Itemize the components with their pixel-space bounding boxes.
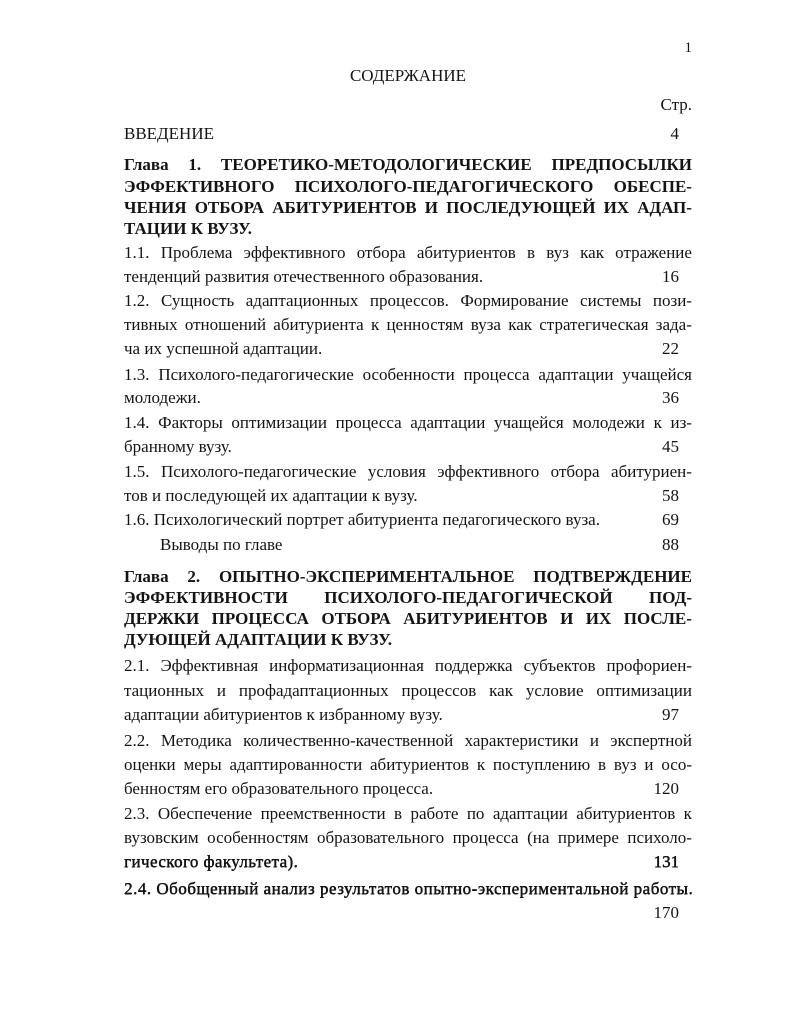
section-1-5-line-2: тов и последующей их адаптации к вузу. <box>124 486 418 505</box>
chapter-1-summary-page: 88 <box>662 535 679 554</box>
word: условие <box>525 681 584 700</box>
word: Факторы <box>158 413 223 432</box>
word: процесса <box>452 828 519 847</box>
word: ИХ <box>603 198 630 217</box>
word: профадаптационных <box>238 681 389 700</box>
word: АБИТУРИЕНТОВ <box>403 609 548 628</box>
section-1-4-line-2: бранному вузу. <box>124 437 232 456</box>
word: АДАП- <box>637 198 692 217</box>
word: психоло- <box>627 828 692 847</box>
word: абитуриентов <box>370 755 469 774</box>
word: и <box>216 681 226 700</box>
section-2-3-page: 131 <box>653 852 679 871</box>
word: информатизационная <box>269 656 424 675</box>
section-1-1-page: 16 <box>662 267 679 286</box>
section-2-3-line-2 <box>124 827 692 849</box>
section-2-3-line-3: гического факультета). <box>124 852 299 871</box>
word: процесса <box>463 365 530 384</box>
chapter-2-heading-line-2 <box>124 587 692 609</box>
word: характеристики <box>464 731 579 750</box>
chapter-1-heading-line-4: ТАЦИИ К ВУЗУ. <box>124 219 252 238</box>
word: ЭФФЕКТИВНОГО <box>124 177 275 196</box>
section-2-1-line-3: адаптации абитуриентов к избранному вузу. <box>124 705 443 724</box>
introduction-title: ВВЕДЕНИЕ <box>124 124 214 143</box>
word: отбора <box>356 243 406 262</box>
section-1-6-line-1: 1.6. Психологический портрет абитуриента педагогического вуза. <box>124 510 600 529</box>
word: адаптации <box>492 804 568 823</box>
word: оптимизации <box>596 681 692 700</box>
word: ОТБОРА <box>321 609 391 628</box>
word: 2. <box>187 567 201 586</box>
section-2-2-line-2 <box>124 754 692 776</box>
word: оценки <box>124 755 176 774</box>
word: оптимизации <box>231 413 327 432</box>
word: профориен- <box>606 656 692 675</box>
word: Методика <box>160 731 232 750</box>
section-1-3-line-1 <box>124 364 692 386</box>
chapter-1-summary-title: Выводы по главе <box>160 535 283 554</box>
word: эффективного <box>243 243 346 262</box>
word: абитуриентов <box>416 243 516 262</box>
section-1-4-page: 45 <box>662 437 679 456</box>
word: в <box>527 243 536 262</box>
word: ЭФФЕКТИВНОСТИ <box>124 588 288 607</box>
word: как <box>580 243 604 262</box>
word: ТЕОРЕТИКО-МЕТОДОЛОГИЧЕСКИЕ <box>220 155 532 174</box>
section-1-2-page: 22 <box>662 339 679 358</box>
word: 2.1. <box>124 656 150 675</box>
word: поддержка <box>434 656 513 675</box>
word: тивных <box>124 315 178 334</box>
word: особенности <box>362 365 455 384</box>
word: (на <box>527 828 550 847</box>
word: экспертной <box>610 731 692 750</box>
chapter-1-heading-line-2 <box>124 176 692 198</box>
word: 1.2. <box>124 291 150 310</box>
word: процессов. <box>369 291 449 310</box>
word: условия <box>367 462 426 481</box>
word: Сущность <box>161 291 235 310</box>
word: работе <box>410 804 459 823</box>
word: как <box>508 315 533 334</box>
word: ОБЕСПЕ- <box>613 177 692 196</box>
word: 2.3. <box>124 804 150 823</box>
word: 1.3. <box>124 365 150 384</box>
word: адаптации <box>538 365 614 384</box>
word: абитуриента <box>273 315 364 334</box>
word: поступлению <box>492 755 591 774</box>
word: ИХ <box>585 609 612 628</box>
word: учащейся <box>622 365 692 384</box>
section-1-1-line-2: тенденций развития отечественного образования. <box>124 267 484 286</box>
word: учащейся <box>494 413 564 432</box>
word: вузовским <box>124 828 199 847</box>
word: к <box>370 315 380 334</box>
section-2-3-line-1 <box>124 803 692 825</box>
word: ОПЫТНО-ЭКСПЕРИМЕНТАЛЬНОЕ <box>218 567 515 586</box>
chapter-2-heading-line-1 <box>124 566 692 588</box>
word: особенностям <box>207 828 309 847</box>
section-1-2-line-3: ча их успешной адаптации. <box>124 339 323 358</box>
word: ОТБОРА <box>194 198 265 217</box>
word: молодежи <box>572 413 645 432</box>
word: осо- <box>661 755 692 774</box>
word: вуз <box>613 755 637 774</box>
word: к <box>653 413 662 432</box>
chapter-1-heading-line-1 <box>124 154 692 176</box>
section-1-5-line-1 <box>124 461 692 483</box>
word: 1.1. <box>124 243 150 262</box>
word: ПРОЦЕССА <box>211 609 309 628</box>
word: И <box>560 609 574 628</box>
word: вуз <box>546 243 569 262</box>
word: адаптированности <box>229 755 363 774</box>
word: преемственности <box>260 804 386 823</box>
word: субъектов <box>523 656 596 675</box>
word: отношений <box>184 315 267 334</box>
word: к <box>476 755 486 774</box>
word: отражение <box>615 243 692 262</box>
word: АБИТУРИЕНТОВ <box>272 198 417 217</box>
section-2-4-page: 170 <box>653 903 679 922</box>
section-1-6-page: 69 <box>662 510 679 529</box>
introduction-page: 4 <box>670 124 679 143</box>
section-1-1-line-1 <box>124 242 692 264</box>
word: адаптационных <box>245 291 359 310</box>
word: ПСИХОЛОГО-ПЕДАГОГИЧЕСКОГО <box>294 177 594 196</box>
word: пози- <box>652 291 692 310</box>
word: в <box>394 804 403 823</box>
word: ПРЕДПОСЫЛКИ <box>551 155 692 174</box>
section-2-2-line-1 <box>124 730 692 752</box>
word: Психолого-педагогические <box>158 365 354 384</box>
word: и <box>589 731 599 750</box>
section-2-1-line-2 <box>124 680 692 702</box>
word: абитуриентов <box>576 804 676 823</box>
word: 2.2. <box>124 731 150 750</box>
word: по <box>466 804 485 823</box>
word: эффективного <box>437 462 540 481</box>
word: ДЕРЖКИ <box>124 609 200 628</box>
word: стратегическая <box>539 315 649 334</box>
word: меры <box>183 755 222 774</box>
section-1-2-line-2 <box>124 314 692 336</box>
word: ПОСЛЕДУЮЩЕЙ <box>446 198 596 217</box>
section-2-2-page: 120 <box>653 779 679 798</box>
word: отбора <box>550 462 600 481</box>
section-1-5-page: 58 <box>662 486 679 505</box>
word: ПОДТВЕРЖДЕНИЕ <box>533 567 692 586</box>
word: Обеспечение <box>157 804 253 823</box>
word: к <box>683 804 692 823</box>
word: ПСИХОЛОГО-ПЕДАГОГИЧЕСКОЙ <box>324 588 613 607</box>
word: абитуриен- <box>611 462 692 481</box>
chapter-2-heading-line-4: ДУЮЩЕЙ АДАПТАЦИИ К ВУЗУ. <box>124 630 393 649</box>
word: ПОД- <box>649 588 692 607</box>
word: и <box>644 755 654 774</box>
section-1-3-line-2: молодежи. <box>124 388 201 407</box>
word: зада- <box>655 315 692 334</box>
word: образовательного <box>317 828 445 847</box>
word: системы <box>580 291 642 310</box>
word: в <box>598 755 607 774</box>
page-column-label: Стр. <box>660 95 692 114</box>
chapter-2-heading-line-3 <box>124 608 692 630</box>
section-1-3-page: 36 <box>662 388 679 407</box>
word: И <box>424 198 439 217</box>
word: Формирование <box>460 291 569 310</box>
word: процессов <box>401 681 477 700</box>
word: 1.4. <box>124 413 150 432</box>
word: ценностям <box>386 315 464 334</box>
word: 1. <box>188 155 202 174</box>
section-1-2-line-1 <box>124 290 692 312</box>
word: 1.5. <box>124 462 150 481</box>
page-number: 1 <box>684 40 692 56</box>
word: как <box>489 681 513 700</box>
section-2-1-line-1 <box>124 655 692 677</box>
word: процесса <box>335 413 402 432</box>
word: Психолого-педагогические <box>160 462 357 481</box>
word: Проблема <box>160 243 233 262</box>
word: Глава <box>124 155 169 174</box>
section-1-4-line-1 <box>124 412 692 434</box>
word: тационных <box>124 681 204 700</box>
word: вуза <box>470 315 501 334</box>
section-2-2-line-3: бенностям его образовательного процесса. <box>124 779 434 798</box>
word: Эффективная <box>160 656 259 675</box>
word: примере <box>557 828 619 847</box>
word: ПОСЛЕ- <box>623 609 692 628</box>
chapter-1-heading-line-3 <box>124 197 692 219</box>
word: Глава <box>124 567 169 586</box>
word: ЧЕНИЯ <box>124 198 187 217</box>
toc-title: СОДЕРЖАНИЕ <box>349 66 467 85</box>
section-2-4-line-1: 2.4. Обобщенный анализ результатов опытно-экспериментальной работы. <box>124 879 694 898</box>
word: адаптации <box>410 413 486 432</box>
word: количественно-качественной <box>243 731 454 750</box>
word: из- <box>670 413 692 432</box>
section-2-1-page: 97 <box>662 705 679 724</box>
